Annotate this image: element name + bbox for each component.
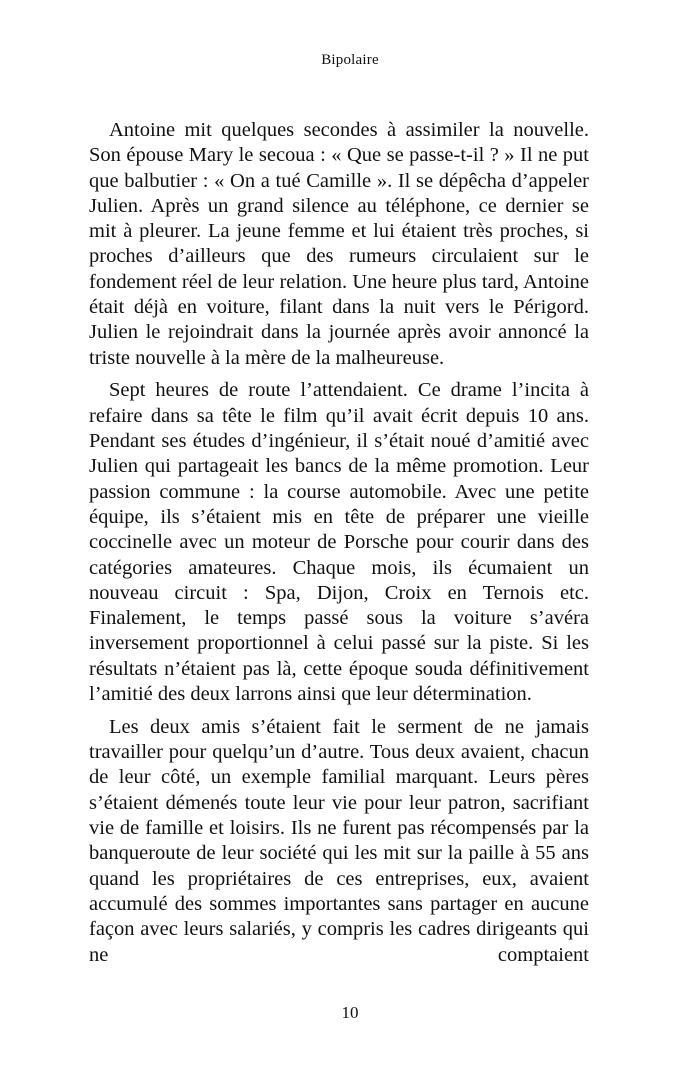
- running-title: Bipolaire: [321, 52, 379, 68]
- body-text: [89, 118, 589, 975]
- page-number: 10: [341, 1003, 359, 1022]
- paragraph-2: Sept heures de route l’attendaient. Ce drame l’incita à refaire dans sa tête le film qu’il avait écrit depuis 10 ans. Pendant ses études d’ingénieur, il s’était noué d’amitié avec Julien qui partageait les bancs de la même promotion. Leur passion commune : la course automobile. Avec une petite équipe, ils s’étaient mis en tête de préparer une vieille coccinelle avec un moteur de Porsche pour courir dans des catégories amateures. Chaque mois, ils écumaient un nouveau circuit : Spa, Dijon, Croix en Ternois etc. Finalement, le temps passé sous la voiture s’avéra inversement proportionnel à celui passé sur la piste. Si les résultats n’étaient pas là, cette époque souda définitivement l’amitié des deux larrons ainsi que leur détermination.: [89, 379, 589, 706]
- paragraph-3: Les deux amis s’étaient fait le serment de ne jamais travailler pour quelqu’un d’autre. Tous deux avaient, chacun de leur côté, un exemple familial marquant. Leurs pères s’étaient démenés toute leur vie pour leur patron, sacrifiant vie de famille et loisirs. Ils ne furent pas récompensés par la banqueroute de leur société qui les mit sur la paille à 55 ans quand les propriétaires de ces entreprises, eux, avaient accumulé des sommes importantes sans partager en aucune façon avec leurs salariés, y compris les cadres dirigeants qui ne comptaient: [89, 715, 589, 966]
- paragraph-1: Antoine mit quelques secondes à assimiler la nouvelle. Son épouse Mary le secoua : « Que se passe-t-il ? » Il ne put que balbutier : « On a tué Camille ». Il se dépêcha d’appeler Julien. Après un grand silence au téléphone, ce dernier se mit à pleurer. La jeune femme et lui étaient très proches, si proches d’ailleurs que des rumeurs circulaient sur le fondement réel de leur relation. Une heure plus tard, Antoine était déjà en voiture, filant dans la nuit vers le Périgord. Julien le rejoindrait dans la journée après avoir annoncé la triste nouvelle à la mère de la malheureuse.: [89, 119, 589, 369]
